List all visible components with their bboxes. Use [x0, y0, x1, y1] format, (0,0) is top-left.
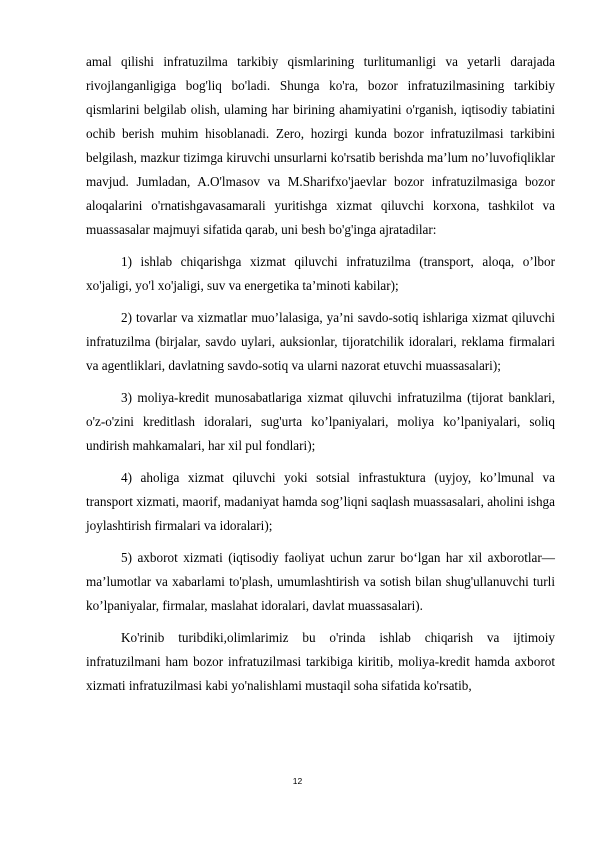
paragraph-item-4: 4) aholiga xizmat qiluvchi yoki sotsial infrastuktura (uyjoy, ko’lmunal va transport xizmati, maorif, madaniyat hamda sog’liqni saqlash muassasalari, aholini ishga joylashtirish firmalari va idoralari); [86, 470, 555, 533]
paragraph-conclusion: Ko'rinib turibdiki,olimlarimiz bu o'rinda ishlab chiqarish va ijtimoiy infratuzilmani ham bozor infratuzilmasi tarkibiga kiritib, moliya-kredit hamda axborot xizmati infratuzilmasi kabi yo'nalishlami mustaqil soha sifatida ko'rsatib, [86, 630, 555, 693]
body-text [86, 50, 555, 706]
page-number: 12 [292, 776, 303, 786]
paragraph-item-1: 1) ishlab chiqarishga xizmat qiluvchi infratuzilma (transport, aloqa, o’lbor xo'jaligi, yo'l xo'jaligi, suv va energetika ta’minoti kabilar); [86, 254, 555, 293]
paragraph-item-3: 3) moliya-kredit munosabatlariga xizmat qiluvchi infratuzilma (tijorat banklari, o'z-o'zini kreditlash idoralari, sug'urta ko’lpaniyalari, moliya ko’lpaniyalari, soliq undirish mahkamalari, har xil pul fondlari); [86, 390, 555, 453]
paragraph-item-2: 2) tovarlar va xizmatlar muo’lalasiga, ya’ni savdo-sotiq ishlariga xizmat qiluvchi infratuzilma (birjalar, savdo uylari, auksionlar, tijoratchilik idoralari, reklama firmalari va agentliklari, davlatning savdo-sotiq va ularni nazorat etuvchi muassasalari); [86, 310, 555, 373]
paragraph-intro: amal qilishi infratuzilma tarkibiy qismlarining turlitumanligi va yetarli darajada rivojlanganligiga bog'liq bo'ladi. Shunga ko'ra, bozor infratuzilmasining tarkibiy qismlarini belgilab olish, ulaming har birining ahamiyatini o'rganish, iqtisodiy tabiatini ochib berish muhim hisoblanadi. Zero, hozirgi kunda bozor infratuzilmasi tarkibini belgilash, mazkur tizimga kiruvchi unsurlarni ko'rsatib berishda ma’lum no’luvofiqliklar mavjud. Jumladan, A.O'lmasov va M.Sharifxo'jaevlar bozor infratuzilmasiga bozor aloqalarini o'rnatishgavasamarali yuritishga xizmat qiluvchi korxona, tashkilot va muassasalar majmuyi sifatida qarab, uni besh bo'g'inga ajratadilar: [86, 54, 555, 237]
paragraph-item-5: 5) axborot xizmati (iqtisodiy faoliyat uchun zarur bo‘lgan har xil axborotlar—ma’lumotlar va xabarlami to'plash, umumlashtirish va sotish bilan shug'ullanuvchi turli ko’lpaniyalar, firmalar, maslahat idoralari, davlat muassasalari). [86, 550, 555, 613]
